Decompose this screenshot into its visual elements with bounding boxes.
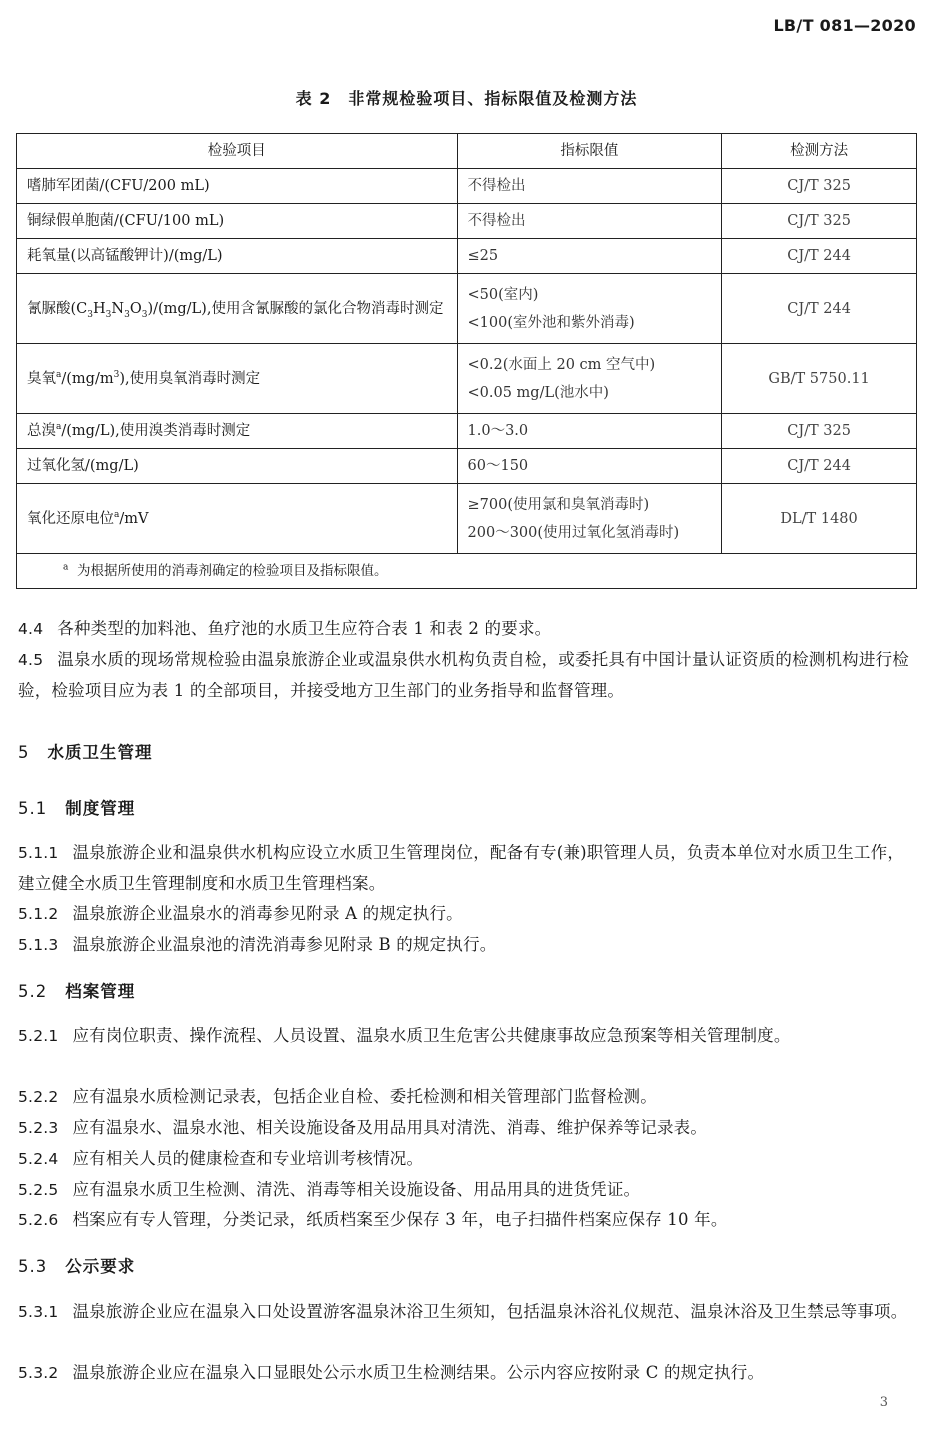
limit-cell: 1.0～3.0	[457, 414, 722, 449]
method-cell: CJ/T 244	[722, 274, 917, 344]
limit-cell: 不得检出	[457, 169, 722, 204]
item-cell: 耗氧量(以高锰酸钾计)/(mg/L)	[17, 239, 458, 274]
item-cell: 氧化还原电位$^a$/mV	[17, 484, 458, 554]
section-heading-5-2: 5.2 档案管理	[18, 982, 136, 1001]
table-row	[17, 344, 917, 414]
clause-4-4: 4.4 各种类型的加料池、鱼疗池的水质卫生应符合表 1 和表 2 的要求。	[18, 619, 552, 638]
section-heading-5-1: 5.1 制度管理	[18, 799, 136, 818]
item-cell: 总溴$^a$/(mg/L),使用溴类消毒时测定	[17, 414, 458, 449]
clause-5-1-2: 5.1.2 温泉旅游企业温泉水的消毒参见附录 A 的规定执行。	[18, 904, 463, 923]
table-row	[17, 239, 917, 274]
table-row	[17, 274, 917, 344]
limit-cell: ≥700(使用氯和臭氧消毒时) 200～300(使用过氧化氢消毒时)	[457, 484, 722, 554]
spec-table	[16, 133, 917, 589]
clause-5-1-1: 5.1.1 温泉旅游企业和温泉供水机构应设立水质卫生管理岗位，配备有专(兼)职管理人员，负责本单位对水质卫生工作，建立健全水质卫生管理制度和水质卫生管理档案。	[18, 843, 905, 893]
clause-5-1-3: 5.1.3 温泉旅游企业温泉池的清洗消毒参见附录 B 的规定执行。	[18, 935, 497, 954]
table-row	[17, 484, 917, 554]
table-row	[17, 449, 917, 484]
clause-5-3-1: 5.3.1 温泉旅游企业应在温泉入口处设置游客温泉沐浴卫生须知，包括温泉沐浴礼仪规范、温泉沐浴及卫生禁忌等事项。	[18, 1302, 908, 1321]
limit-cell: <0.2(水面上 20 cm 空气中) <0.05 mg/L(池水中)	[457, 344, 722, 414]
item-cell: 嗜肺军团菌/(CFU/200 mL)	[17, 169, 458, 204]
clause-5-2-6: 5.2.6 档案应有专人管理，分类记录，纸质档案至少保存 3 年，电子扫描件档案应保存 10 年。	[18, 1210, 728, 1229]
clause-5-2-2: 5.2.2 应有温泉水质检测记录表，包括企业自检、委托检测和相关管理部门监督检测。	[18, 1087, 657, 1106]
item-cell: 臭氧$^a/(mg/m^3)$,使用臭氧消毒时测定	[17, 344, 458, 414]
method-cell: CJ/T 325	[722, 414, 917, 449]
col-header: 检验项目	[17, 134, 458, 169]
clause-5-2-4: 5.2.4 应有相关人员的健康检查和专业培训考核情况。	[18, 1149, 424, 1168]
table-row	[17, 204, 917, 239]
clause-4-5: 4.5 温泉水质的现场常规检验由温泉旅游企业或温泉供水机构负责自检，或委托具有中国计量认证资质的检测机构进行检验，检验项目应为表 1 的全部项目，并接受地方卫生部门的业务指导和监督管理。	[18, 650, 909, 700]
clause-5-3-2: 5.3.2 温泉旅游企业应在温泉入口显眼处公示水质卫生检测结果。公示内容应按附录 C 的规定执行。	[18, 1363, 765, 1382]
method-cell: CJ/T 244	[722, 449, 917, 484]
method-cell: CJ/T 325	[722, 204, 917, 239]
table-row	[17, 169, 917, 204]
item-cell: 氰脲酸$(C_3H_3N_3O_3)/(mg/L)$,使用含氰脲酸的氯化合物消毒时测定	[17, 274, 458, 344]
method-cell: GB/T 5750.11	[722, 344, 917, 414]
clause-5-2-3: 5.2.3 应有温泉水、温泉水池、相关设施设备及用品用具对清洗、消毒、维护保养等记录表。	[18, 1118, 708, 1137]
page-number: 3	[879, 1395, 888, 1410]
clause-5-2-1: 5.2.1 应有岗位职责、操作流程、人员设置、温泉水质卫生危害公共健康事故应急预案等相关管理制度。	[18, 1026, 791, 1045]
method-cell: CJ/T 244	[722, 239, 917, 274]
table-row	[17, 414, 917, 449]
table-footnote-row	[17, 554, 917, 589]
item-cell: 铜绿假单胞菌/(CFU/100 mL)	[17, 204, 458, 239]
standard-code: LB/T 081—2020	[773, 16, 916, 35]
col-header: 检测方法	[722, 134, 917, 169]
limit-cell: 60～150	[457, 449, 722, 484]
method-cell: DL/T 1480	[722, 484, 917, 554]
limit-cell: ≤25	[457, 239, 722, 274]
table-title: 表 2 非常规检验项目、指标限值及检测方法	[295, 89, 638, 108]
table-footnote: $^a$ 为根据所使用的消毒剂确定的检验项目及指标限值。	[17, 554, 917, 589]
table-header-row	[17, 134, 917, 169]
item-cell: 过氧化氢/(mg/L)	[17, 449, 458, 484]
limit-cell: <50(室内) <100(室外池和紫外消毒)	[457, 274, 722, 344]
section-heading-5: 5 水质卫生管理	[18, 743, 153, 762]
section-heading-5-3: 5.3 公示要求	[18, 1257, 136, 1276]
clause-5-2-5: 5.2.5 应有温泉水质卫生检测、清洗、消毒等相关设施设备、用品用具的进货凭证。	[18, 1180, 641, 1199]
method-cell: CJ/T 325	[722, 169, 917, 204]
limit-cell: 不得检出	[457, 204, 722, 239]
col-header: 指标限值	[457, 134, 722, 169]
